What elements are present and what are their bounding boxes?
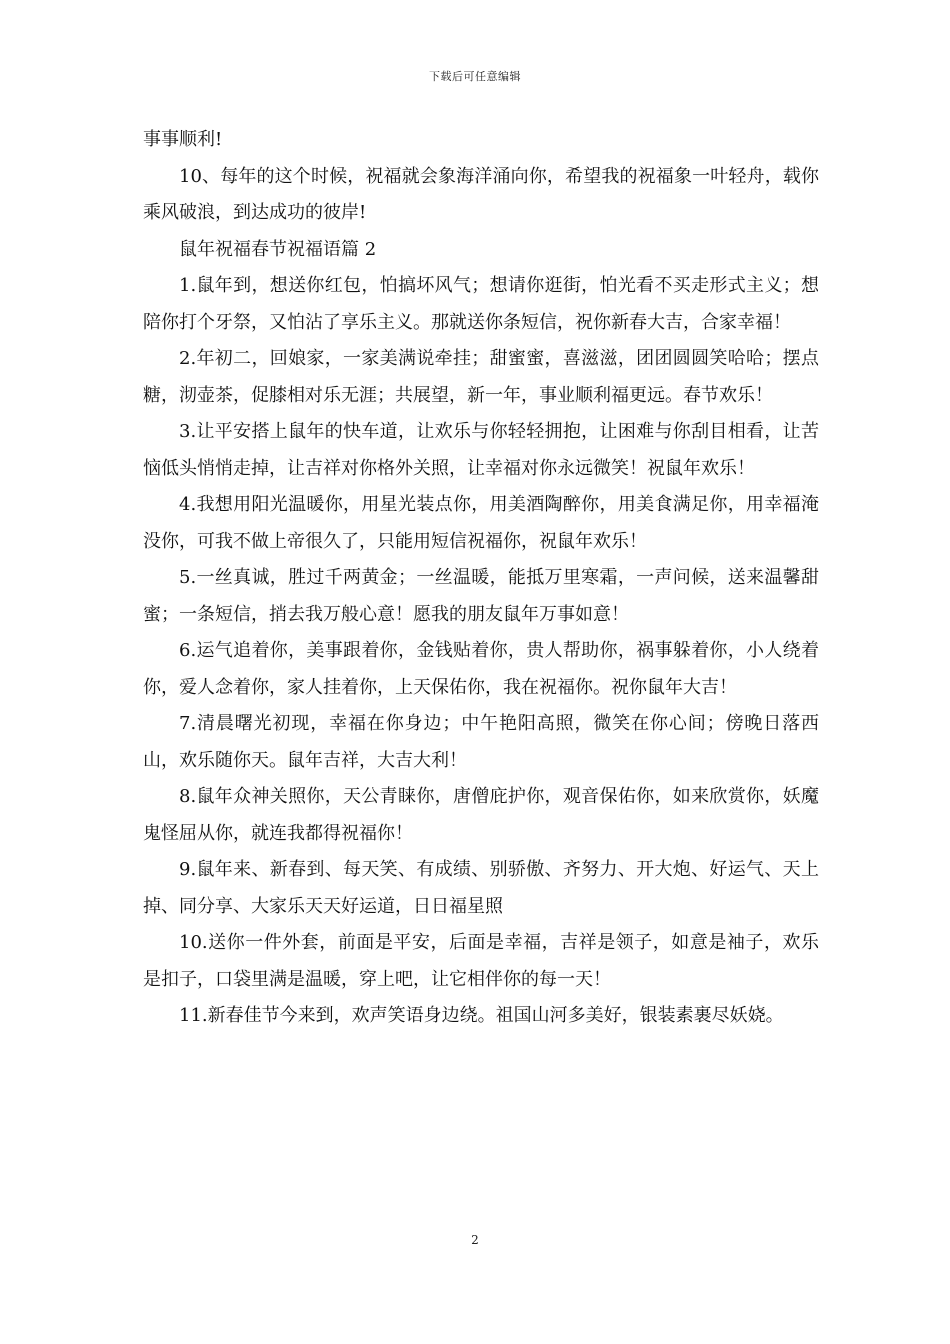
paragraph: 1.鼠年到，想送你红包，怕搞坏风气；想请你逛街，怕光看不买走形式主义；想陪你打个牙祭，又怕沾了享乐主义。那就送你条短信，祝你新春大吉，合家幸福！: [143, 275, 819, 333]
section-heading: 鼠年祝福春节祝福语篇 2: [179, 238, 377, 260]
paragraph: 3.让平安搭上鼠年的快车道，让欢乐与你轻轻拥抱，让困难与你刮目相看，让苦恼低头悄悄走掉，让吉祥对你格外关照，让幸福对你永远微笑！祝鼠年欢乐！: [143, 421, 819, 479]
paragraph: 10.送你一件外套，前面是平安，后面是幸福，吉祥是领子，如意是袖子，欢乐是扣子，口袋里满是温暖，穿上吧，让它相伴你的每一天！: [143, 932, 819, 990]
paragraph: 9.鼠年来、新春到、每天笑、有成绩、别骄傲、齐努力、开大炮、好运气、天上掉、同分享、大家乐天天好运道，日日福星照: [143, 859, 819, 917]
paragraph: 6.运气追着你，美事跟着你，金钱贴着你，贵人帮助你，祸事躲着你，小人绕着你，爱人念着你，家人挂着你，上天保佑你，我在祝福你。祝你鼠年大吉！: [143, 640, 819, 698]
page-number: 2: [471, 1233, 479, 1247]
paragraph: 事事顺利!: [143, 129, 223, 150]
page-header: 下载后可任意编辑: [429, 70, 521, 83]
paragraph: 5.一丝真诚，胜过千两黄金；一丝温暖，能抵万里寒霜，一声问候，送来温馨甜蜜；一条短信，捎去我万般心意！愿我的朋友鼠年万事如意！: [143, 567, 819, 625]
body-text: [143, 122, 819, 1035]
paragraph: 10、每年的这个时候，祝福就会象海洋涌向你，希望我的祝福象一叶轻舟，载你乘风破浪，到达成功的彼岸!: [143, 165, 819, 223]
paragraph: 2.年初二，回娘家，一家美满说牵挂；甜蜜蜜，喜滋滋，团团圆圆笑哈哈；摆点糖，沏壶茶，促膝相对乐无涯；共展望，新一年，事业顺利福更远。春节欢乐！: [143, 348, 819, 406]
paragraph: 4.我想用阳光温暖你，用星光装点你，用美酒陶醉你，用美食满足你，用幸福淹没你，可我不做上帝很久了，只能用短信祝福你，祝鼠年欢乐！: [143, 494, 819, 552]
paragraph: 11.新春佳节今来到，欢声笑语身边绕。祖国山河多美好，银装素裹尽妖娆。: [179, 1005, 784, 1026]
paragraph: 7.清晨曙光初现，幸福在你身边；中午艳阳高照，微笑在你心间；傍晚日落西山，欢乐随你天。鼠年吉祥，大吉大利！: [143, 713, 819, 771]
paragraph: 8.鼠年众神关照你，天公青睐你，唐僧庇护你，观音保佑你，如来欣赏你，妖魔鬼怪屈从你，就连我都得祝福你！: [143, 786, 819, 844]
